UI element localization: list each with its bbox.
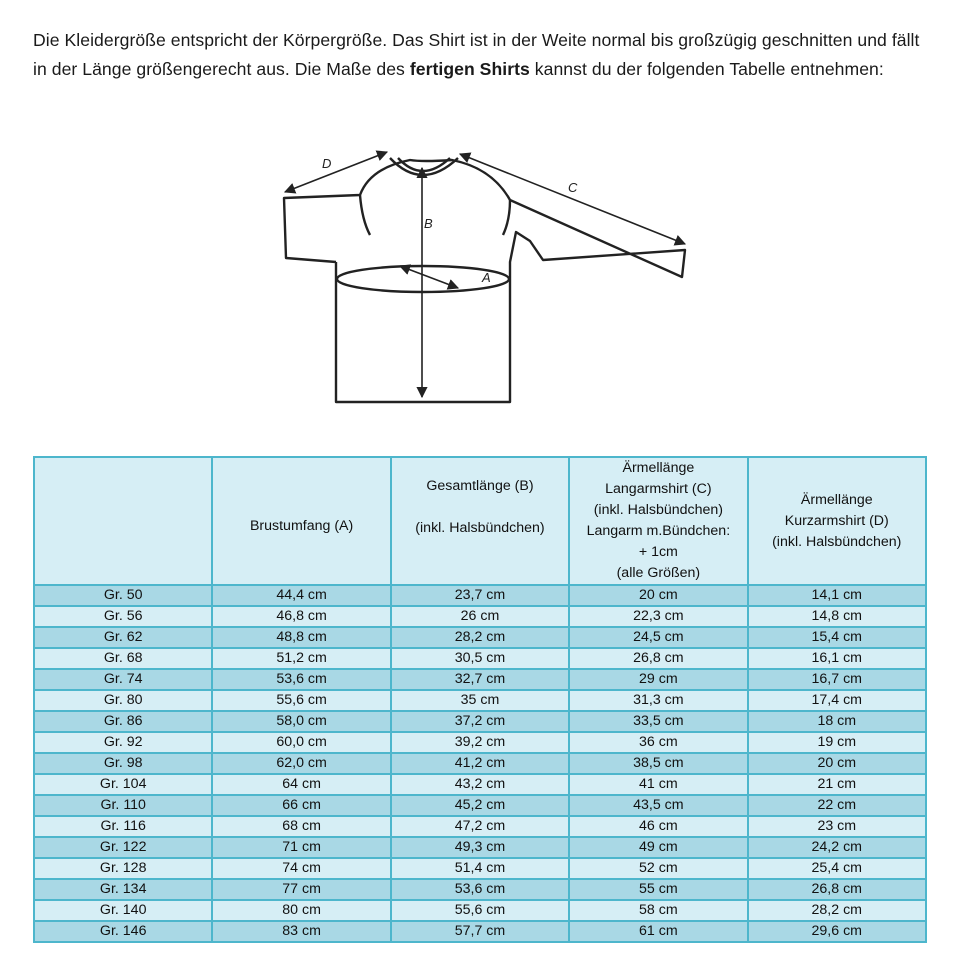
table-row xyxy=(34,711,926,732)
table-cell: 80 cm xyxy=(212,900,390,921)
table-cell: 51,4 cm xyxy=(391,858,569,879)
table-row xyxy=(34,606,926,627)
table-cell: 53,6 cm xyxy=(391,879,569,900)
table-cell: Gr. 104 xyxy=(34,774,212,795)
table-cell: 31,3 cm xyxy=(569,690,747,711)
table-cell: Gr. 140 xyxy=(34,900,212,921)
table-row xyxy=(34,648,926,669)
header-long-sleeve: Ärmellänge Langarmshirt (C) (inkl. Halsbündchen) Langarm m.Bündchen: + 1cm (alle Größen) xyxy=(569,457,747,585)
size-table-container xyxy=(33,456,927,943)
table-row xyxy=(34,858,926,879)
label-c: C xyxy=(568,180,578,195)
table-cell: Gr. 110 xyxy=(34,795,212,816)
table-cell: 64 cm xyxy=(212,774,390,795)
table-cell: 52 cm xyxy=(569,858,747,879)
table-cell: 41 cm xyxy=(569,774,747,795)
table-cell: 16,1 cm xyxy=(748,648,926,669)
table-cell: 49 cm xyxy=(569,837,747,858)
table-row xyxy=(34,669,926,690)
table-cell: 23 cm xyxy=(748,816,926,837)
table-row xyxy=(34,774,926,795)
table-row xyxy=(34,921,926,942)
table-cell: Gr. 98 xyxy=(34,753,212,774)
table-cell: 19 cm xyxy=(748,732,926,753)
table-cell: 37,2 cm xyxy=(391,711,569,732)
table-cell: 46 cm xyxy=(569,816,747,837)
table-cell: 30,5 cm xyxy=(391,648,569,669)
header-chest: Brustumfang (A) xyxy=(212,457,390,585)
table-cell: Gr. 86 xyxy=(34,711,212,732)
table-cell: 55,6 cm xyxy=(212,690,390,711)
table-cell: 28,2 cm xyxy=(391,627,569,648)
table-cell: Gr. 92 xyxy=(34,732,212,753)
table-cell: 16,7 cm xyxy=(748,669,926,690)
intro-text-part1: Die Kleidergröße entspricht der Körpergröße. Das Shirt ist in der Weite normal bis großzügig geschnitten und fällt in der Länge größengerecht aus. Die Maße des xyxy=(33,29,920,80)
table-cell: 47,2 cm xyxy=(391,816,569,837)
table-cell: Gr. 116 xyxy=(34,816,212,837)
table-cell: Gr. 56 xyxy=(34,606,212,627)
table-cell: 57,7 cm xyxy=(391,921,569,942)
table-body xyxy=(34,585,926,942)
table-cell: 18 cm xyxy=(748,711,926,732)
table-cell: 26,8 cm xyxy=(569,648,747,669)
table-cell: 58,0 cm xyxy=(212,711,390,732)
table-cell: 68 cm xyxy=(212,816,390,837)
intro-text-part2: kannst du der folgenden Tabelle entnehmen: xyxy=(529,59,884,80)
shirt-measurement-diagram xyxy=(270,140,700,410)
table-cell: 25,4 cm xyxy=(748,858,926,879)
table-cell: Gr. 50 xyxy=(34,585,212,606)
table-cell: 36 cm xyxy=(569,732,747,753)
label-b: B xyxy=(424,216,433,231)
table-cell: 26,8 cm xyxy=(748,879,926,900)
table-cell: 35 cm xyxy=(391,690,569,711)
table-cell: 20 cm xyxy=(748,753,926,774)
table-cell: 58 cm xyxy=(569,900,747,921)
table-cell: 74 cm xyxy=(212,858,390,879)
table-cell: 32,7 cm xyxy=(391,669,569,690)
table-cell: 20 cm xyxy=(569,585,747,606)
intro-paragraph xyxy=(33,26,933,85)
table-cell: 48,8 cm xyxy=(212,627,390,648)
table-cell: 53,6 cm xyxy=(212,669,390,690)
table-cell: 39,2 cm xyxy=(391,732,569,753)
table-cell: Gr. 128 xyxy=(34,858,212,879)
table-cell: 17,4 cm xyxy=(748,690,926,711)
size-table xyxy=(33,456,927,943)
table-row xyxy=(34,753,926,774)
table-cell: 66 cm xyxy=(212,795,390,816)
table-cell: 26 cm xyxy=(391,606,569,627)
intro-bold-text: fertigen Shirts xyxy=(409,59,530,80)
header-total-length: Gesamtlänge (B) (inkl. Halsbündchen) xyxy=(391,457,569,585)
table-row xyxy=(34,585,926,606)
table-cell: 23,7 cm xyxy=(391,585,569,606)
table-row xyxy=(34,732,926,753)
table-cell: 29 cm xyxy=(569,669,747,690)
table-cell: 55,6 cm xyxy=(391,900,569,921)
table-cell: 28,2 cm xyxy=(748,900,926,921)
table-cell: Gr. 134 xyxy=(34,879,212,900)
table-row xyxy=(34,900,926,921)
table-cell: 21 cm xyxy=(748,774,926,795)
table-row xyxy=(34,879,926,900)
header-size xyxy=(34,457,212,585)
table-cell: 22,3 cm xyxy=(569,606,747,627)
table-cell: 43,5 cm xyxy=(569,795,747,816)
table-cell: Gr. 74 xyxy=(34,669,212,690)
table-row xyxy=(34,837,926,858)
label-d: D xyxy=(322,156,332,171)
table-cell: 14,1 cm xyxy=(748,585,926,606)
table-row xyxy=(34,627,926,648)
table-cell: 71 cm xyxy=(212,837,390,858)
label-a: A xyxy=(482,270,491,285)
table-cell: 14,8 cm xyxy=(748,606,926,627)
table-cell: Gr. 68 xyxy=(34,648,212,669)
table-cell: 61 cm xyxy=(569,921,747,942)
table-row xyxy=(34,816,926,837)
table-cell: 43,2 cm xyxy=(391,774,569,795)
table-cell: 83 cm xyxy=(212,921,390,942)
table-cell: 55 cm xyxy=(569,879,747,900)
table-cell: 22 cm xyxy=(748,795,926,816)
table-cell: 51,2 cm xyxy=(212,648,390,669)
table-cell: 60,0 cm xyxy=(212,732,390,753)
table-cell: 24,2 cm xyxy=(748,837,926,858)
table-cell: 41,2 cm xyxy=(391,753,569,774)
table-cell: Gr. 122 xyxy=(34,837,212,858)
table-cell: 77 cm xyxy=(212,879,390,900)
table-cell: 38,5 cm xyxy=(569,753,747,774)
table-cell: 29,6 cm xyxy=(748,921,926,942)
header-short-sleeve: Ärmellänge Kurzarmshirt (D) (inkl. Halsbündchen) xyxy=(748,457,926,585)
table-row xyxy=(34,795,926,816)
table-cell: Gr. 62 xyxy=(34,627,212,648)
table-cell: 44,4 cm xyxy=(212,585,390,606)
table-cell: 45,2 cm xyxy=(391,795,569,816)
table-cell: 46,8 cm xyxy=(212,606,390,627)
table-cell: 62,0 cm xyxy=(212,753,390,774)
table-cell: 49,3 cm xyxy=(391,837,569,858)
table-header-row xyxy=(34,457,926,585)
table-cell: Gr. 80 xyxy=(34,690,212,711)
table-cell: 24,5 cm xyxy=(569,627,747,648)
table-cell: 15,4 cm xyxy=(748,627,926,648)
table-cell: Gr. 146 xyxy=(34,921,212,942)
table-row xyxy=(34,690,926,711)
table-cell: 33,5 cm xyxy=(569,711,747,732)
